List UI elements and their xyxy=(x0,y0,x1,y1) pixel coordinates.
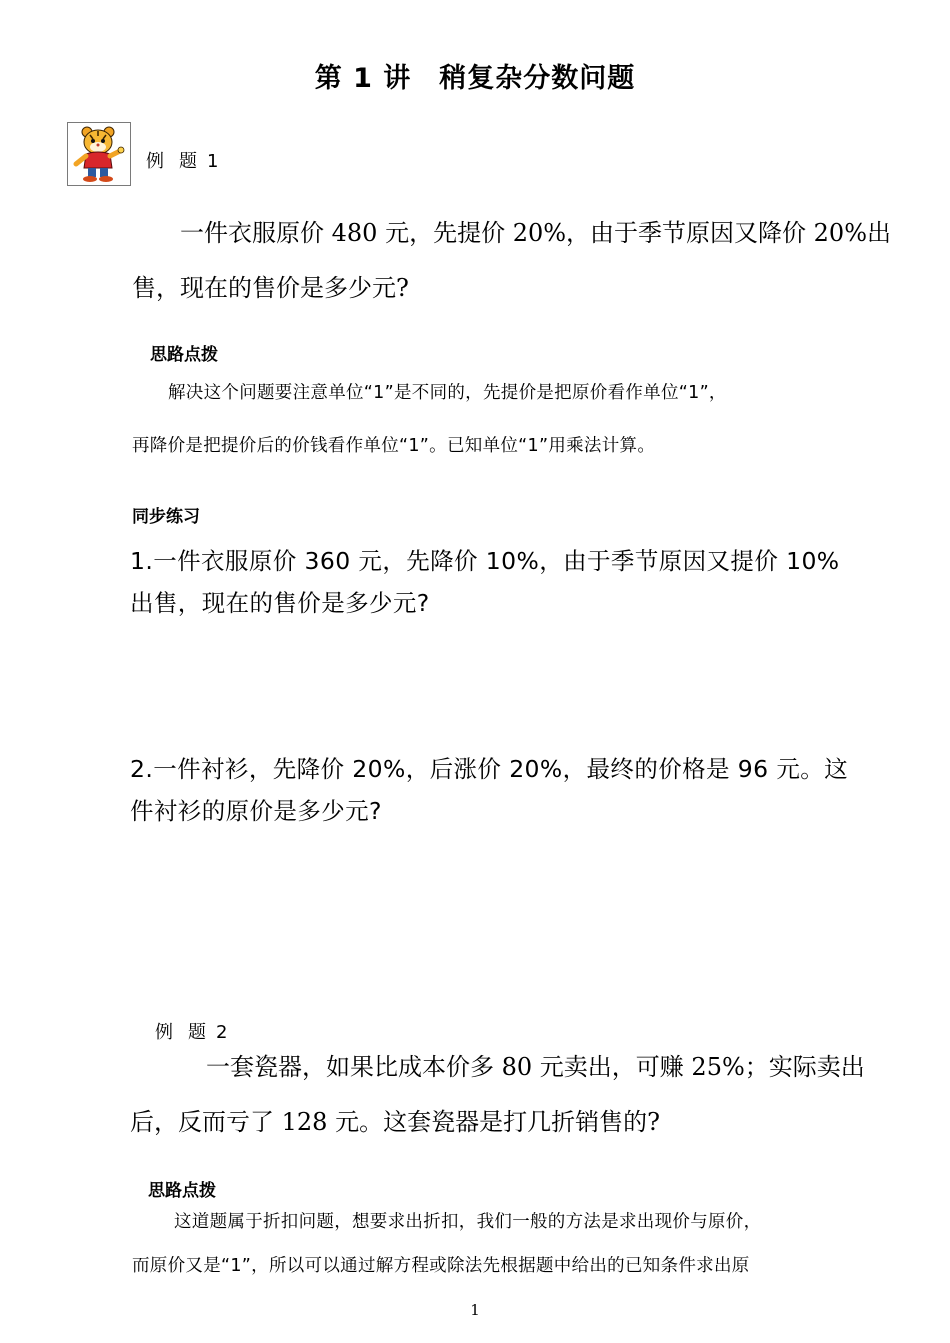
practice-q2-line-2: 件衬衫的原价是多少元? xyxy=(130,797,382,825)
tiger-mascot-icon xyxy=(67,122,131,186)
example-1-line-2: 售，现在的售价是多少元? xyxy=(132,274,409,302)
example-2-line-2: 后，反而亏了 128 元。这套瓷器是打几折销售的? xyxy=(130,1108,660,1136)
example-label-word2: 题 xyxy=(179,151,198,172)
hint-2-line-1: 这道题属于折扣问题，想要求出折扣，我们一般的方法是求出现价与原价， xyxy=(174,1212,762,1232)
example-label-word: 例 xyxy=(146,151,165,172)
hint-1-heading: 思路点拨 xyxy=(150,345,218,365)
hint-1-line-2: 再降价是把提价后的价钱看作单位“1”。已知单位“1”用乘法计算。 xyxy=(132,436,656,456)
practice-question-1 xyxy=(130,540,920,624)
example-label-word: 例 xyxy=(155,1022,174,1043)
example-1-label xyxy=(146,147,219,173)
page-title: 第 1 讲 稍复杂分数问题 xyxy=(314,63,636,94)
example-1-problem xyxy=(132,206,912,316)
hint-2-text xyxy=(132,1200,922,1288)
hint-2-heading: 思路点拨 xyxy=(148,1181,216,1201)
example-2-line-1: 一套瓷器，如果比成本价多 80 元卖出，可赚 25%；实际卖出 xyxy=(206,1053,865,1081)
practice-q2-line-1: 2.一件衬衫，先降价 20%，后涨价 20%，最终的价格是 96 元。这 xyxy=(130,755,849,783)
hint-1-text xyxy=(132,367,922,473)
tiger-mascot-svg xyxy=(68,123,130,185)
hint-2-line-2: 而原价又是“1”，所以可以通过解方程或除法先根据题中给出的已知条件求出原 xyxy=(132,1256,750,1276)
practice-q1-line-2: 出售，现在的售价是多少元? xyxy=(130,589,430,617)
example-label-word2: 题 xyxy=(188,1022,207,1043)
example-number: 2 xyxy=(216,1022,229,1043)
example-1-line-1: 一件衣服原价 480 元，先提价 20%，由于季节原因又降价 20%出 xyxy=(180,219,892,247)
practice-question-2 xyxy=(130,748,920,832)
example-number: 1 xyxy=(207,151,220,172)
practice-heading: 同步练习 xyxy=(132,507,200,527)
example-2-problem xyxy=(130,1040,920,1150)
page-number: 1 xyxy=(470,1301,480,1319)
hint-1-line-1: 解决这个问题要注意单位“1”是不同的，先提价是把原价看作单位“1”， xyxy=(168,383,727,403)
practice-q1-line-1: 1.一件衣服原价 360 元，先降价 10%，由于季节原因又提价 10% xyxy=(130,547,840,575)
